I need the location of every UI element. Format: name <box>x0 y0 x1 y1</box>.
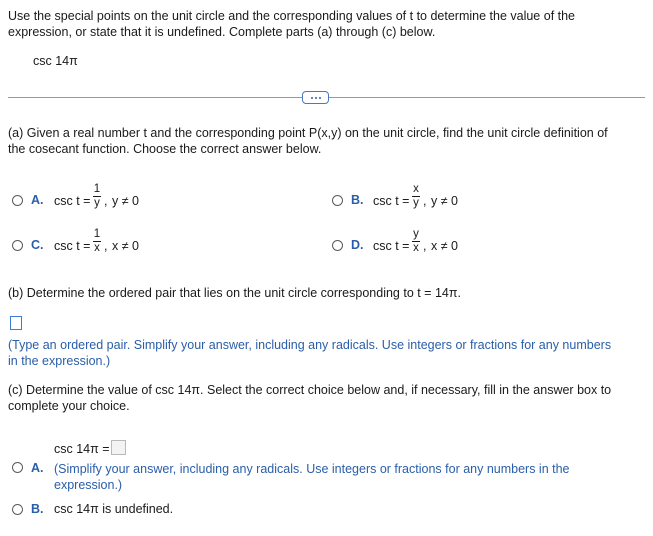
instructions-line-1: Use the special points on the unit circle and the corresponding values of t to determine the value of the <box>8 9 576 23</box>
choice-c-fraction <box>93 229 101 254</box>
part-c-prompt-line-2: complete your choice. <box>8 399 130 413</box>
choice-d-fraction <box>412 229 420 254</box>
csc-answer-box[interactable] <box>111 440 126 455</box>
part-c-prompt-line-1: (c) Determine the value of csc 14π. Select the correct choice below and, if necessary, fill in the answer box to <box>8 383 612 397</box>
choice-c-numerator: 1 <box>93 228 101 240</box>
choice-b-radio[interactable] <box>332 195 343 206</box>
instructions <box>8 8 575 40</box>
part-b-prompt: (b) Determine the ordered pair that lies on the unit circle corresponding to t = 14π. <box>8 286 461 300</box>
ellipsis-icon <box>311 97 313 99</box>
choice-d-lhs: csc t = <box>373 239 410 253</box>
part-c-choice-a-letter: A. <box>31 461 44 475</box>
part-c-choice-a-radio[interactable] <box>12 462 23 473</box>
part-c-choice-b-text: csc 14π is undefined. <box>54 502 174 516</box>
choice-d-numerator: y <box>413 228 419 240</box>
choice-d-condition: x ≠ 0 <box>431 239 459 253</box>
choice-b-denominator: y <box>413 197 419 209</box>
part-a-prompt <box>8 125 608 157</box>
more-options-button[interactable] <box>302 91 329 104</box>
choice-b-lhs: csc t = <box>373 194 410 208</box>
part-b-answer-box[interactable] <box>10 316 22 330</box>
choice-a-letter: A. <box>31 193 44 207</box>
choice-b-numerator: x <box>413 183 419 195</box>
part-c-choice-a-hint-line-2: expression.) <box>54 478 123 492</box>
part-c-choice-a-hint-line-1: (Simplify your answer, including any radicals. Use integers or fractions for any numbers in the <box>54 462 570 476</box>
choice-b-fraction <box>412 184 420 209</box>
part-b-hint <box>8 337 611 369</box>
choice-a-denominator: y <box>94 197 100 209</box>
choice-b-letter: B. <box>351 193 364 207</box>
choice-d-radio[interactable] <box>332 240 343 251</box>
choice-a-condition: y ≠ 0 <box>112 194 140 208</box>
choice-c-radio[interactable] <box>12 240 23 251</box>
choice-c-letter: C. <box>31 238 44 252</box>
part-c-prompt <box>8 382 611 414</box>
part-c-choice-a-equation: csc 14π = <box>54 442 110 456</box>
expression: csc 14π <box>33 54 78 68</box>
part-c-choice-b-radio[interactable] <box>12 504 23 515</box>
choice-c-condition: x ≠ 0 <box>112 239 140 253</box>
choice-a-numerator: 1 <box>93 183 101 195</box>
choice-a-radio[interactable] <box>12 195 23 206</box>
choice-d-denominator: x <box>413 242 419 254</box>
choice-a-fraction <box>93 184 101 209</box>
choice-c-lhs: csc t = <box>54 239 91 253</box>
choice-c-denominator: x <box>94 242 100 254</box>
part-c-choice-a-hint <box>54 461 570 493</box>
choice-b-condition: y ≠ 0 <box>431 194 459 208</box>
part-a-prompt-line-2: the cosecant function. Choose the correct answer below. <box>8 142 322 156</box>
part-b-hint-line-2: in the expression.) <box>8 354 111 368</box>
part-a-prompt-line-1: (a) Given a real number t and the corresponding point P(x,y) on the unit circle, find the unit circle definition of <box>8 126 608 140</box>
part-b-hint-line-1: (Type an ordered pair. Simplify your answer, including any radicals. Use integers or fractions for any numbers <box>8 338 612 352</box>
choice-d-letter: D. <box>351 238 364 252</box>
instructions-line-2: expression, or state that it is undefined. Complete parts (a) through (c) below. <box>8 25 436 39</box>
part-c-choice-b-letter: B. <box>31 502 44 516</box>
choice-a-lhs: csc t = <box>54 194 91 208</box>
